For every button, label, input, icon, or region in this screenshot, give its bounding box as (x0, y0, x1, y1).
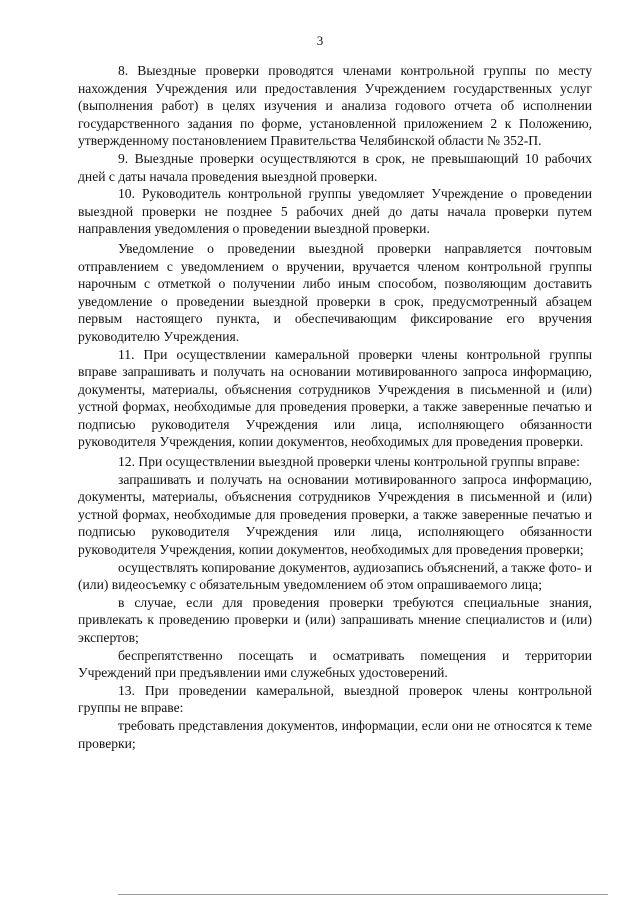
footer-divider (118, 894, 608, 895)
paragraph-13-item-1: требовать представления документов, информации, если они не относятся к теме проверки; (78, 717, 592, 751)
paragraph-11: 11. При осуществлении камеральной проверки члены контрольной группы вправе запрашивать и получать на основании мотивированного запроса информацию, документы, материалы, объяснения сотрудников Учреждения в письменной и (или) устной формах, необходимые для проведения проверки, а также заверенные печатью и подписью руководителя Учреждения или лица, исполняющего обязанности руководителя Учреждения, копии документов, необходимых для проведения проверки. (78, 346, 592, 450)
paragraph-12: 12. При осуществлении выездной проверки члены контрольной группы вправе: (118, 454, 580, 470)
paragraph-10: 10. Руководитель контрольной группы уведомляет Учреждение о проведении выездной проверки не позднее 5 рабочих дней до даты начала проверки путем направления уведомления о проведении выездной проверки. (78, 186, 592, 237)
page-number: 3 (316, 33, 324, 48)
document-body (78, 62, 592, 752)
paragraph-12-item-2: осуществлять копирование документов, аудиозапись объяснений, а также фото- и (или) видеосъемку с обязательным уведомлением об этом опрашиваемого лица; (78, 559, 592, 593)
paragraph-12-item-4: беспрепятственно посещать и осматривать помещения и территории Учреждений при предъявлении ими служебных удостоверений. (78, 647, 592, 681)
paragraph-12-item-1: запрашивать и получать на основании мотивированного запроса информацию, документы, материалы, объяснения сотрудников Учреждения в письменной и (или) устной формах, необходимые для проведения проверки, а также заверенные печатью и подписью руководителя Учреждения или лица, исполняющего обязанности руководителя Учреждения, копии документов, необходимых для проведения проверки; (78, 471, 592, 558)
paragraph-9: 9. Выездные проверки осуществляются в срок, не превышающий 10 рабочих дней с даты начала проведения выездной проверки. (78, 150, 592, 184)
paragraph-8: 8. Выездные проверки проводятся членами контрольной группы по месту нахождения Учреждения или предоставления Учреждением государственных услуг (выполнения работ) в целях изучения и анализа годового отчета об исполнении государственного задания по форме, установленной приложением 2 к Положению, утвержденному постановлением Правительства Челябинской области № 352-П. (78, 63, 592, 149)
paragraph-12-item-3: в случае, если для проведения проверки требуются специальные знания, привлекать к проведению проверки и (или) запрашивать мнение специалистов и (или) экспертов; (78, 594, 592, 645)
paragraph-10-notice: Уведомление о проведении выездной проверки направляется почтовым отправлением с уведомлением о вручении, вручается членом контрольной группы нарочным с отметкой о получении либо иным способом, позволяющим доставить уведомление о проведении выездной проверки в срок, предусмотренный абзацем первым настоящего пункта, и обеспечивающим фиксирование его вручения руководителю Учреждения. (78, 240, 592, 344)
paragraph-13: 13. При проведении камеральной, выездной проверок члены контрольной группы не вправе: (78, 682, 592, 716)
